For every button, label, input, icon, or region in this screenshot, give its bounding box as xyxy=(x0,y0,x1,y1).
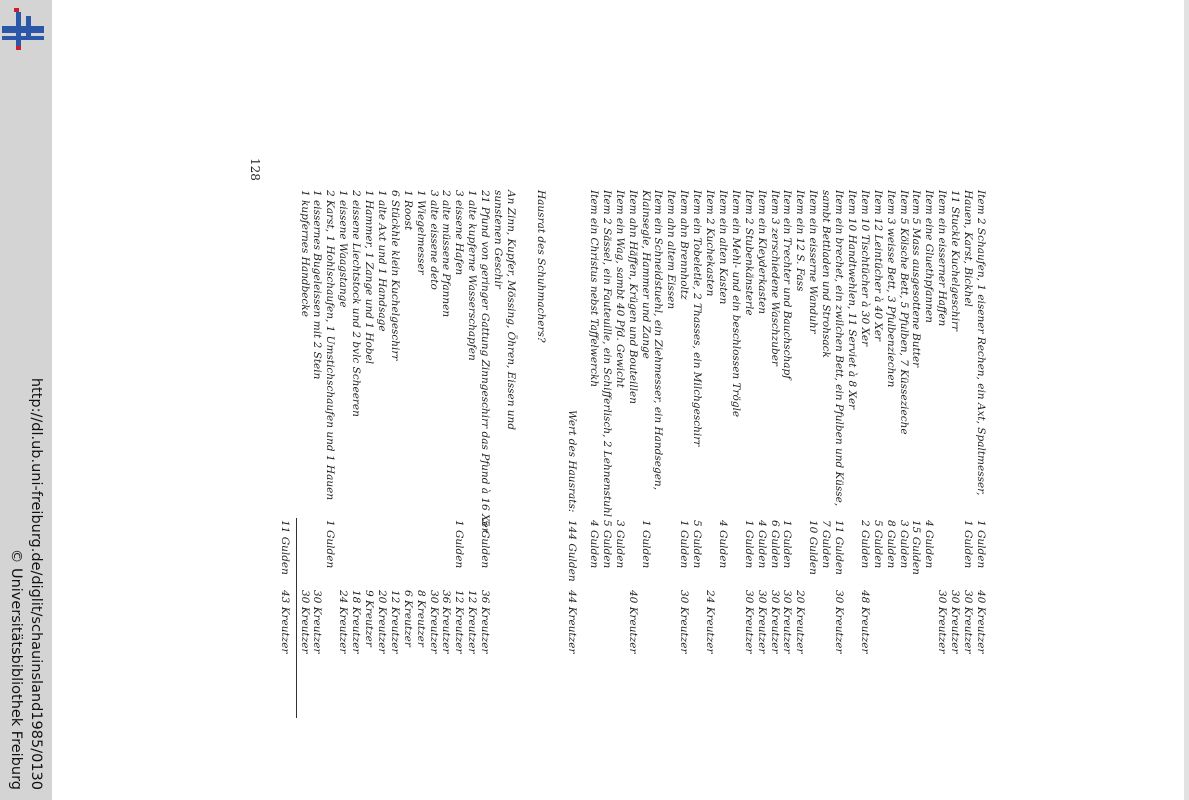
item-kreutzer: 30 Kreutzer xyxy=(962,590,975,654)
item-description: Item ein alten Kasten xyxy=(717,190,729,305)
item-kreutzer: 6 Kreutzer xyxy=(401,590,414,647)
item-gulden: 1 Gulden xyxy=(975,520,987,569)
item-description: 1 alte kupferne Wasserschapfen xyxy=(466,190,479,361)
item-kreutzer: 30 Kreutzer xyxy=(742,590,755,654)
item-kreutzer: 36 Kreutzer xyxy=(479,590,492,654)
copyright-notice: © Universitätsbibliothek Freiburg xyxy=(8,548,24,790)
section-title: Hausrat des Schuhmachers? xyxy=(535,190,547,343)
total-kreutzer: 44 Kreutzer xyxy=(566,590,578,654)
item-description: 3 alte eissene deto xyxy=(427,190,440,290)
item-kreutzer: 30 Kreutzer xyxy=(936,590,949,654)
item-gulden: 15 Gulden xyxy=(910,520,923,575)
item-description: 1 Roost xyxy=(401,190,414,231)
item-description: Item 2 Stubenkänsterle xyxy=(742,190,755,316)
total2-kreutzer: 43 Kreutzer xyxy=(279,590,291,654)
item-kreutzer: 30 Kreutzer xyxy=(298,590,311,654)
item-description: sunstenen Geschir xyxy=(492,190,505,289)
item-kreutzer: 18 Kreutzer xyxy=(350,590,363,654)
item-gulden: 1 Gulden xyxy=(742,520,755,569)
permalink-url[interactable]: http://dl.ub.uni-freiburg.de/diglit/schauinsland1985/0130 xyxy=(28,377,44,790)
item-description: Item 2 Kuchekasten xyxy=(704,190,717,297)
item-description: Item 3 weisse Bett, 3 Pfulbenziechen xyxy=(884,190,897,388)
item-gulden: 1 Gulden xyxy=(678,520,691,569)
item-gulden: 5 Gulden xyxy=(600,520,613,569)
item-gulden: 4 Gulden xyxy=(717,520,729,569)
item-description: Item ein Trechter und Bauchschapf xyxy=(781,190,794,380)
item-gulden: 1 Gulden xyxy=(324,520,337,569)
item-description: 11 Stuckle Kuchelgeschirr xyxy=(949,190,962,331)
item-gulden: 1 Gulden xyxy=(639,520,652,569)
item-description: 21 Pfund von geringer Gattung Zinngeschirr das Pfund à 16 Xer xyxy=(479,190,492,533)
item-kreutzer: 12 Kreutzer xyxy=(453,590,466,654)
item-description: 1 eissernes Bugeleissen mit 2 Stein xyxy=(311,190,324,380)
item-description: sambt Bettladen und Strohsack xyxy=(820,190,833,358)
item-description: 2 alte müssene Pfannen xyxy=(440,190,453,318)
total2-gulden: 11 Gulden xyxy=(279,520,291,575)
item-description: Item eine Gluethpfannen xyxy=(923,190,936,323)
item-description: Item ahn Brennholtz xyxy=(678,190,691,300)
item-kreutzer: 36 Kreutzer xyxy=(440,590,453,654)
item-description: Klainsegle, Hammer und Zange xyxy=(639,190,652,359)
item-kreutzer: 30 Kreutzer xyxy=(781,590,794,654)
item-kreutzer: 12 Kreutzer xyxy=(466,590,479,654)
item-description: Item ein brechet, ein zwilchen Bett, ein Pfulben und Küsse, xyxy=(833,190,846,507)
item-description: Item 5 Mass ausgesottene Butter xyxy=(910,190,923,368)
item-description: 2 eissene Liechtstock und 2 bvlc Scheeren xyxy=(350,190,363,417)
item-description: An Zinn, Kupfer, Mössing, Öhren, Eissen und xyxy=(505,190,517,431)
sum-rule xyxy=(296,518,297,718)
item-gulden: 7 Gulden xyxy=(820,520,833,569)
item-kreutzer: 30 Kreutzer xyxy=(311,590,324,654)
item-description: Item 12 Leintücher à 40 Xer xyxy=(871,190,884,342)
item-description: Item 10 Tischtücher à 30 Xer xyxy=(858,190,871,347)
item-description: Item 2 Schaufen, 1 eisener Rechen, ein Axt, Spaltmesser, xyxy=(975,190,987,496)
item-description: 1 Hammer, 1 Zange und 1 Hobel xyxy=(363,190,376,365)
item-kreutzer: 30 Kreutzer xyxy=(833,590,846,654)
item-kreutzer: 40 Kreutzer xyxy=(975,590,987,654)
item-kreutzer: 30 Kreutzer xyxy=(755,590,768,654)
item-gulden: 3 Gulden xyxy=(897,520,910,569)
item-description: Item 2 Sässel, ein Fauteuille, ein Schifferlisch, 2 Lehnenstuhl xyxy=(600,190,613,517)
item-description: Item 10 Handtwehlen, 11 Serviet à 8 Xer xyxy=(846,190,858,410)
item-description: Item ahn Häffen, Krügen und Bouteillen xyxy=(626,190,639,405)
item-description: Item ein 12 S. Fass xyxy=(794,190,807,292)
item-kreutzer: 30 Kreutzer xyxy=(427,590,440,654)
item-description: Item ein Wag, sambt 40 Pfd. Gewicht xyxy=(613,190,626,388)
item-kreutzer: 20 Kreutzer xyxy=(376,590,388,654)
item-description: Item ein Schneidstuehl, ein Ziehmesser, ein Handsegen, xyxy=(652,190,665,491)
item-description: 2 Karst, 1 Hohlschaufen, 1 Umstichschaufen und 1 Hauen xyxy=(324,190,337,501)
item-kreutzer: 40 Kreutzer xyxy=(626,590,639,654)
item-description: Item ahn altem Eissen xyxy=(665,190,678,310)
item-gulden: 5 Gulden xyxy=(871,520,884,569)
item-gulden: 5 Gulden xyxy=(691,520,704,569)
item-gulden: 3 Gulden xyxy=(613,520,626,569)
item-kreutzer: 24 Kreutzer xyxy=(704,590,717,654)
item-kreutzer: 30 Kreutzer xyxy=(768,590,781,654)
item-description: Item 3 zerschiedene Waschzuber xyxy=(768,190,781,366)
item-description: Item ein Mehl- und ein beschlossen Tröglе xyxy=(729,190,742,418)
item-kreutzer: 9 Kreutzer xyxy=(363,590,376,647)
item-gulden: 11 Gulden xyxy=(833,520,846,575)
total-gulden: 144 Gulden xyxy=(566,520,578,582)
item-gulden: 1 Gulden xyxy=(781,520,794,569)
item-gulden: 4 Gulden xyxy=(588,520,600,569)
item-gulden: 8 Gulden xyxy=(884,520,897,569)
item-kreutzer: 20 Kreutzer xyxy=(794,590,807,654)
item-gulden: 4 Gulden xyxy=(755,520,768,569)
item-kreutzer: 12 Kreutzer xyxy=(388,590,401,654)
item-description: Hauen, Karst, Bickhel xyxy=(962,190,975,307)
item-description: Item ein eisserne Wanduhr xyxy=(807,190,820,334)
item-description: 1 alte Axt und 1 Handsage xyxy=(376,190,388,332)
item-gulden: 5 Gulden xyxy=(479,520,492,569)
page-number: 128 xyxy=(248,158,262,181)
item-description: Item ein Tobeletle, 2 Thasses, ein Milchgeschirr xyxy=(691,190,704,447)
item-kreutzer: 24 Kreutzer xyxy=(337,590,350,654)
item-description: Item ein Christus nebst Taffelwerckh xyxy=(588,190,600,388)
item-description: 1 eissene Waagstange xyxy=(337,190,350,308)
item-description: 1 kupfernes Handbecke xyxy=(298,190,311,317)
item-gulden: 10 Gulden xyxy=(807,520,820,575)
item-gulden: 1 Gulden xyxy=(453,520,466,569)
scrollbar-track[interactable] xyxy=(1184,0,1189,800)
item-gulden: 4 Gulden xyxy=(923,520,936,569)
item-kreutzer: 48 Kreutzer xyxy=(858,590,871,654)
item-description: Item ein eisserner Haffen xyxy=(936,190,949,327)
item-description: 6 Stückhle klein Kuchelgeschirr xyxy=(388,190,401,361)
item-description: 1 Wiegelmesser xyxy=(414,190,427,275)
item-kreutzer: 8 Kreutzer xyxy=(414,590,427,647)
item-kreutzer: 30 Kreutzer xyxy=(949,590,962,654)
item-description: 3 eissene Hafen xyxy=(453,190,466,276)
item-description: Item ein Kleyderkasten xyxy=(755,190,768,315)
item-gulden: 6 Gulden xyxy=(768,520,781,569)
item-kreutzer: 30 Kreutzer xyxy=(678,590,691,654)
item-gulden: 1 Gulden xyxy=(962,520,975,569)
item-gulden: 2 Gulden xyxy=(858,520,871,569)
total-label: Wert des Hausrats: xyxy=(566,410,578,513)
item-description: Item 5 Kölsche Bett, 5 Pfulben, 7 Küssezieche xyxy=(897,190,910,435)
